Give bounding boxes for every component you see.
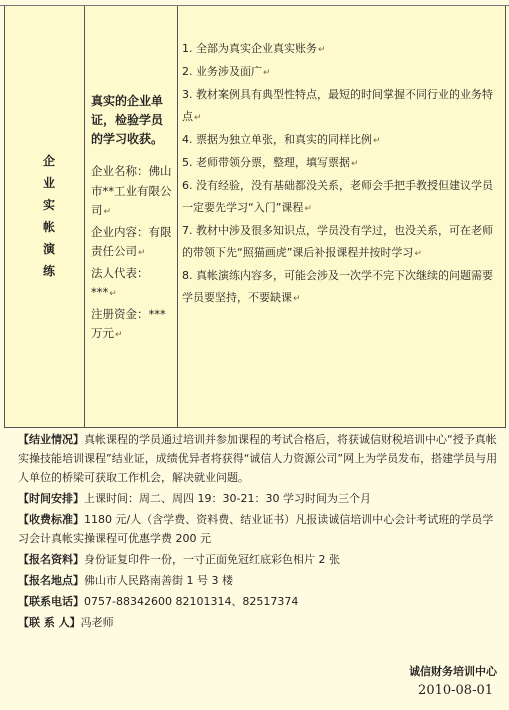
- company-info: [91, 162, 173, 346]
- materials-row: [18, 550, 504, 569]
- company-name: 企业名称：佛山市**工业有限公司↵: [91, 164, 172, 217]
- completion-label: 【结业情况】: [18, 433, 84, 446]
- contact-text: 冯老师: [80, 616, 114, 629]
- phone-text: 0757-88342600 82101314、82517374: [84, 595, 299, 608]
- feature-item: 3. 教材案例具有典型性特点，最短的时间掌握不同行业的业务特点↵: [182, 88, 493, 123]
- fee-label: 【收费标准】: [18, 513, 84, 526]
- footer-date: 2010-08-01: [418, 683, 493, 698]
- feature-item: 2. 业务涉及面广↵: [182, 65, 271, 78]
- company-legal-rep: 法人代表：***↵: [91, 265, 149, 299]
- feature-item: 7. 教材中涉及很多知识点，学员没有学过，也没关系，可在老师的带领下先“照猫画虎”课后补报课程并按时学习↵: [182, 224, 493, 259]
- section-title-cell: [5, 6, 85, 427]
- section-title: 企业实帐演练: [42, 154, 55, 278]
- feature-item: 8. 真帐演练内容多，可能会涉及一次学不完下次继续的问题需要学员要坚持，不要缺课↵: [182, 269, 493, 304]
- time-label: 【时间安排】: [18, 492, 84, 505]
- company-cell: [85, 6, 178, 427]
- time-text: 上课时间：周二、周四 19：30-21：30 学习时间为三个月: [84, 492, 371, 505]
- feature-item: 1. 全部为真实企业真实账务↵: [182, 42, 326, 55]
- location-row: [18, 571, 504, 590]
- time-row: [18, 489, 504, 508]
- feature-item: 6. 没有经验，没有基础都没关系，老师会手把手教授但建议学员一定要先学习“入门”课程↵: [182, 179, 493, 214]
- phone-row: [18, 592, 504, 611]
- fee-row: [18, 510, 504, 548]
- company-content: 企业内容：有限责任公司↵: [91, 224, 172, 258]
- materials-text: 身份证复印件一份，一寸正面免冠红底彩色相片 2 张: [84, 553, 340, 566]
- feature-item: 5. 老师带领分票，整理，填写票据↵: [182, 156, 359, 169]
- footer-org: 诚信财务培训中心: [409, 665, 497, 678]
- feature-item: 4. 票据为独立单张，和真实的同样比例↵: [182, 133, 381, 146]
- features-cell: [178, 6, 505, 427]
- completion-row: [18, 430, 504, 487]
- materials-label: 【报名资料】: [18, 553, 84, 566]
- location-text: 佛山市人民路南善街 1 号 3 楼: [84, 574, 233, 587]
- info-section: [18, 430, 504, 632]
- feature-list: [182, 38, 502, 310]
- course-table: [4, 6, 506, 428]
- contact-label: 【联 系 人】: [18, 616, 81, 629]
- feature-highlight: 真实的企业单证，检验学员的学习收获。: [91, 94, 164, 146]
- fee-text: 1180 元/人（含学费、资料费、结业证书）凡报读诚信培训中心会计考试班的学员学习会计真帐实操课程可优惠学费 200 元: [18, 513, 494, 545]
- location-label: 【报名地点】: [18, 574, 84, 587]
- company-capital: 注册资金：***万元↵: [91, 306, 166, 340]
- contact-row: [18, 613, 504, 632]
- phone-label: 【联系电话】: [18, 595, 84, 608]
- completion-text: 真帐课程的学员通过培训并参加课程的考试合格后，将获诚信财税培训中心“授予真帐实操技能培训课程”结业证，成绩优异者将获得“诚信人力资源公司”网上为学员发布，搭建学员与用人单位的桥梁可获取工作机会，解决就业问题。: [18, 433, 498, 484]
